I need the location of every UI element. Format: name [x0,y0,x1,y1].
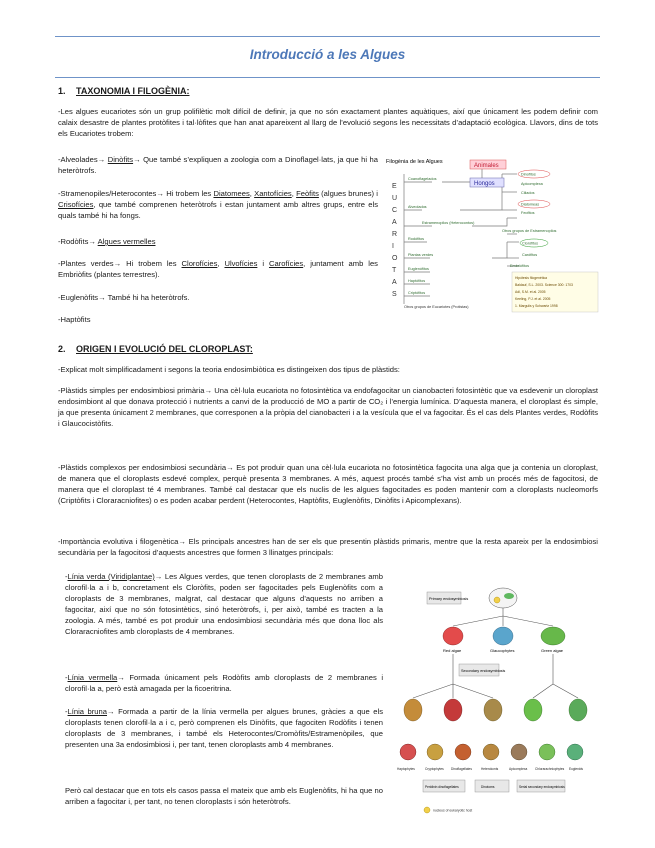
text: → Formada únicament pels Rodòfits amb cloroplasts de 2 membranes i clorofil·la a, però està amagada per la ficoeritrina. [65,673,384,693]
text: - [65,572,68,581]
node-label: Haptófitos [408,279,426,283]
eucariotes-letter: A [392,279,397,286]
item-rodofits [58,236,378,247]
text-underlined: Dinòfits [107,155,134,164]
text: i [257,259,269,268]
text-underlined: Algues vermelles [97,237,156,246]
item-plantes-verdes [58,258,378,280]
text: (algues brunes) i [318,189,378,198]
nucleus [494,597,500,603]
eucariotes-letter: A [392,219,397,226]
cell [404,699,422,721]
cell [455,744,471,760]
bottom-box-label: Peridinin dinoflagellates [425,785,459,789]
legend-nucleus-icon [424,807,430,813]
closing-paragraph: Però cal destacar que en tots els casos passa el mateix que amb els Euglenòfits, hi ha que no arriben a fagocitar i, per tant, no tenen cloroplasts i són heteròtrofs. [65,786,383,806]
eucariotes-letter: S [392,291,397,298]
text-underlined: Línia vermella [67,673,118,682]
cell [427,744,443,760]
eucariotes-letter: R [392,231,398,238]
text: -Plantes verdes→ Hi trobem les [58,259,182,268]
text-underlined: Ulvofícies [224,259,258,268]
node-label: Diatomeas [521,202,540,207]
text-underlined: Feòfits [296,189,319,198]
node-label: Otros grupos de Estramenopilos [502,229,557,233]
text-underlined: Línia bruna [67,707,107,716]
green-alga [541,627,565,645]
node-label: Apicomplexa [521,182,543,186]
node-label: Estramenopilos (Heterocontos) [422,221,475,225]
section-title: TAXONOMIA I FILOGÈNIA: [76,86,190,96]
node-label: Coanoflagelados [408,177,437,181]
text: → Formada a partir de la línia vermella per algues brunes, gràcies a que els cloroplasts tenen clorofil·la a i c, però comprenen els Dinòfits, que fagociten Rodòfits i tenen cloroplasts de 3 membranes, i també els Heterocontes/Cromòfits/Estramenòpiles, que presenten una 3a endosimbiosi i, per tant, tenen cloroplasts amb 4 membranes. [65,707,383,749]
s2-p3: -Plàstids complexos per endosimbiosi secundària→ Es pot produir quan una cèl·lula eucariota no fotosintètica fagocita una alga que ja contenia un cloroplast, de manera que el cloroplasts esdevé complex, perquè presenta 3 membranes. A més, aquest procés també s’ha vist amb un procés més de fagocitosi, de manera que el cloroplast té 4 membranes. També cal destacar que els nuclis de les algues fagocitades es poden mantenir com a cloroplasts nucleomorfs (Criptòfits i Cloraracniofites) o es poden acabar perdent (Heterocontes, Haptòfits, Euglenòfits, Dinòfits i Apicomplexans). [58,463,598,505]
endosymbiosis-figure [393,574,603,822]
text: → Les Algues verdes, que tenen cloroplasts de 2 membranes amb clorofil·la a i b, concretament els Cloròfits, poden ser fagocitades pels Euglenòfits com a cloroplasts de 3 membranes, malgrat, cal destacar que alguns d’aquests no arriben a fagocitar, així que no són fotosintètics, sinó heteròtrofs, i, per això, també es tracten a la zoologia. A més, també es pot produir una endosimbiosi secundària més que dona lloc als Cloraracniofites amb cloroplasts de 4 membranes. [65,572,383,636]
line-label: Red algae [443,648,462,653]
text-underlined: Diatomees [213,189,250,198]
s1-intro: -Les algues eucariotes són un grup polifilètic molt difícil de definir, ja que no són exactament plantes aquàtiques, així que únicament les podem definir com calaix desastre de plantes protòfites i tal·lòfites que han anat apareixent al llarg de l’evolució segons les necessitats d’adaptació ecològica. Llavors, dins de tots els Eucariotes trobem: [58,107,598,138]
linia-vermella [65,672,383,694]
section-2-heading [58,344,253,354]
bottom-box-label: Serial secondary endosymbiosis [519,785,565,789]
eucariotes-letter: U [392,195,398,202]
node-label: Ciliados [521,191,535,195]
item-euglenofits: -Euglenòfits→ També hi ha heteròtrofs. [58,293,190,302]
cell [483,744,499,760]
host-cell [489,588,517,608]
eucariotes-letter: C [392,207,398,214]
cell [484,699,502,721]
item-alveolades [58,154,378,176]
lineage-label: Euglenids [569,767,583,771]
section-title: ORIGEN I EVOLUCIÓ DEL CLOROPLAST: [76,344,253,354]
text: , [249,189,255,198]
cell [524,699,542,721]
glaucophyte [493,627,513,645]
section-number: 1. [58,86,66,96]
lineage-label: Heterokonts [481,767,499,771]
s2-p1: -Explicat molt simplificadament i segons la teoria endosimbiòtica es distingeixen dos tipus de plàstids: [58,365,400,374]
phylogeny-caption: Filogènia de les Algues [386,159,443,165]
node-label: Feofitos [521,211,535,215]
bottom-label: Otros grupos de Eucariotes (Protistas) [404,305,469,309]
cell [511,744,527,760]
cell [567,744,583,760]
text: , [291,189,297,198]
s2-p4: -Importància evolutiva i filogenètica→ Els principals ancestres han de ser els que presentin plàstids primaris, mentre que la resta apareix per la endosimbiosi secundària per la fagocitosi d’aquests ancestres que formen 3 llinatges principals: [58,537,598,557]
node-label: Euglenófitos [408,267,429,271]
linia-bruna [65,706,383,750]
lineage-label: Cryptophytes [425,767,444,771]
node-label: Alveolados [408,205,427,209]
text: -Stramenopiles/Heterocontes→ Hi trobem les [58,189,214,198]
title-rule [55,77,600,78]
page-title: Introducció a les Algues [249,47,406,62]
node-label: Carófitos [522,253,538,257]
legend-line: Baldauf, S.L. 2003. Science 300: 1703 [515,283,573,287]
text-underlined: Crisofícies [58,200,94,209]
text: - [65,707,68,716]
cell [569,699,587,721]
figure-footnote: nucleus of eukaryotic host [433,808,473,813]
eucariotes-letter: E [392,183,397,190]
cyanobacterium [504,593,514,599]
cell [539,744,555,760]
eucariotes-letter: T [392,267,397,274]
bottom-box-label: Dinotoms [481,785,495,789]
animals-label: Animales [474,163,499,169]
text-underlined: Carofícies [268,259,304,268]
phylogeny-figure [382,154,602,316]
lineage-label: Chlorarachniophytes [535,767,565,771]
node-label: Criptófitos [408,291,426,295]
s2-p2: -Plàstids simples per endosimbiosi primària→ Una cèl·lula eucariota no fotosintètica va endofagocitar un cianobacteri fotosintètic que va esdevenir un cloroplast endosimbiont al que donava protecció i nutrients a canvi de la producció de MO a partir de CO₂ i l’energia lumínica. D’aquesta manera, el cloroplast és simple, ja que presenta únicament 2 membranes, que corresponen a la pròpia del cianobacteri i a la vesícula que el va fagocitar. És el cas dels Plantes verdes, Rodòfits i Glaucocistòfits. [58,386,598,428]
text: , que també comprenen heteròtrofs i estan juntament amb altres grups, entre els quals també hi ha fongs. [58,200,378,220]
top-rule [55,36,600,37]
line-label: Green algae [541,648,564,653]
text-underlined: Xantofícies [254,189,292,198]
text-underlined: Línia verda (Viridiplantae) [67,572,155,581]
red-alga [443,627,463,645]
node-label: Embriófitos [510,264,529,268]
linia-verda [65,571,383,637]
node-label: Dinofitos [521,172,536,177]
eucariotes-letter: O [392,255,398,262]
text: → Que també s’expliquen a zoologia com a Dinoflagel·lats, ja que hi ha heteròtrofs. [58,155,378,175]
primary-label: Primary endosymbiosis [429,597,469,601]
fungi-label: Hongos [474,181,495,187]
legend-line: Keeling, P.J. et al. 2005 [515,297,551,301]
text: -Alveolades→ [58,155,108,164]
legend-title: Hipótesis filogenética [515,276,548,280]
eucariotes-letter: I [392,243,394,250]
legend-line: Adl, S.M. et al. 2005 [515,290,546,294]
item-stramenopiles [58,188,378,221]
text: -Rodòfits→ [58,237,98,246]
cell [444,699,462,721]
node-label: Rodófitos [408,237,425,241]
text-underlined: Clorofícies [181,259,218,268]
node-label: Clorófitos [522,241,539,246]
section-number: 2. [58,344,66,354]
lineage-label: Dinoflagellates [451,767,472,771]
node-label: Plantas verdes [408,253,434,257]
legend-line: 1. Margulis y Schwartz 1998 [515,304,558,308]
lineage-label: Apicomplexa [509,767,528,771]
lineage-label: Haptophytes [397,767,415,771]
secondary-label: Secondary endosymbiosis [461,669,506,673]
text: - [65,673,68,682]
text: , juntament amb les Embriòfits (plantes terrestres). [58,259,378,279]
item-haptofits: -Haptòfits [58,315,91,324]
cell [400,744,416,760]
section-1-heading [58,86,190,96]
text: , [217,259,225,268]
line-label: Glaucophytes [490,648,515,653]
